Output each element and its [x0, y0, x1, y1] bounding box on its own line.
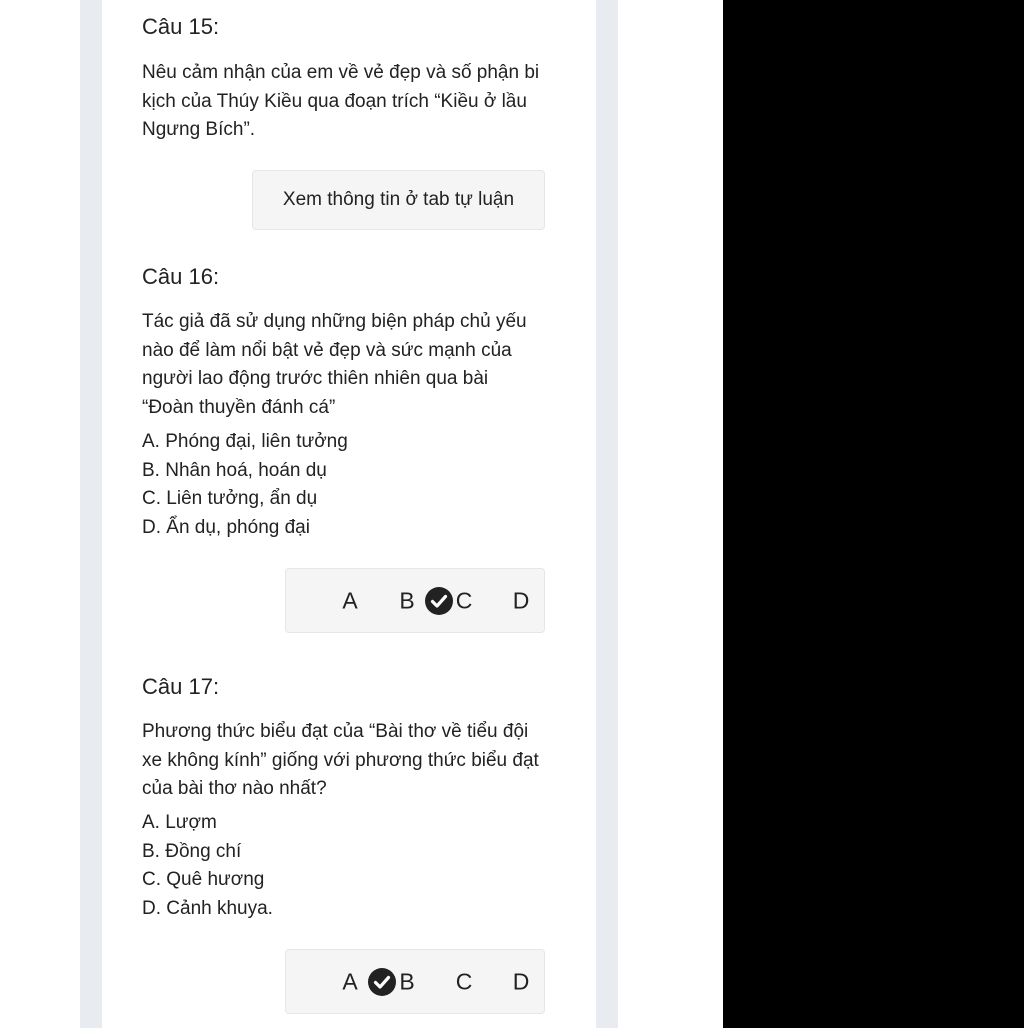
q16-text-line: Tác giả đã sử dụng những biện pháp chủ yếu: [142, 311, 527, 332]
q17-option-a: A. Lượm: [142, 812, 217, 833]
left-gutter: [80, 0, 102, 1028]
q15-text-line: Nêu cảm nhận của em về vẻ đẹp và số phận bi: [142, 62, 540, 83]
q16-option-c: C. Liên tưởng, ẩn dụ: [142, 488, 318, 509]
q16-choice-b[interactable]: B: [399, 587, 415, 613]
q16-option-d: D. Ẩn dụ, phóng đại: [142, 517, 310, 538]
check-circle-icon: [368, 968, 396, 996]
q16-choice-d[interactable]: D: [512, 587, 530, 613]
q17-option-c: C. Quê hương: [142, 869, 265, 890]
q16-text-line: nào để làm nổi bật vẻ đẹp và sức mạnh của: [142, 339, 512, 361]
q16-choice-c[interactable]: C: [455, 587, 473, 613]
q17-title: Câu 17:: [142, 674, 220, 699]
q15-text-line: Ngưng Bích”.: [142, 119, 256, 141]
q16-answer-selector: [285, 568, 545, 633]
essay-tab-info-button[interactable]: Xem thông tin ở tab tự luận: [252, 170, 545, 230]
q17-choice-a[interactable]: A: [342, 968, 358, 994]
right-black-pane: [723, 0, 1024, 1028]
q16-title: Câu 16:: [142, 264, 220, 289]
q17-text: [142, 718, 562, 804]
q17-answer-selector: [285, 949, 545, 1014]
q17-text-line: của bài thơ nào nhất?: [142, 778, 327, 800]
q15-text-line: kịch của Thúy Kiều qua đoạn trích “Kiều ở lầu: [142, 90, 527, 112]
q16-option-b: B. Nhân hoá, hoán dụ: [142, 460, 327, 481]
check-circle-icon: [425, 587, 453, 615]
right-gutter: [596, 0, 618, 1028]
q16-option-a: A. Phóng đại, liên tưởng: [142, 431, 348, 452]
q16-text-line: người lao động trước thiên nhiên qua bài: [142, 368, 489, 390]
q17-choice-b[interactable]: B: [399, 968, 415, 994]
q16-text: [142, 308, 562, 423]
q17-text-line: Phương thức biểu đạt của “Bài thơ về tiểu đội: [142, 721, 529, 742]
q15-title: Câu 15:: [142, 14, 220, 39]
q17-option-d: D. Cảnh khuya.: [142, 898, 273, 919]
q17-option-b: B. Đồng chí: [142, 841, 242, 862]
q15-text: [142, 59, 562, 145]
q17-text-line: xe không kính” giống với phương thức biểu đạt: [142, 749, 539, 771]
q17-choice-c[interactable]: C: [455, 968, 473, 994]
q16-choice-a[interactable]: A: [342, 587, 358, 613]
q17-choice-d[interactable]: D: [512, 968, 530, 994]
q16-text-line: “Đoàn thuyền đánh cá”: [142, 397, 336, 419]
